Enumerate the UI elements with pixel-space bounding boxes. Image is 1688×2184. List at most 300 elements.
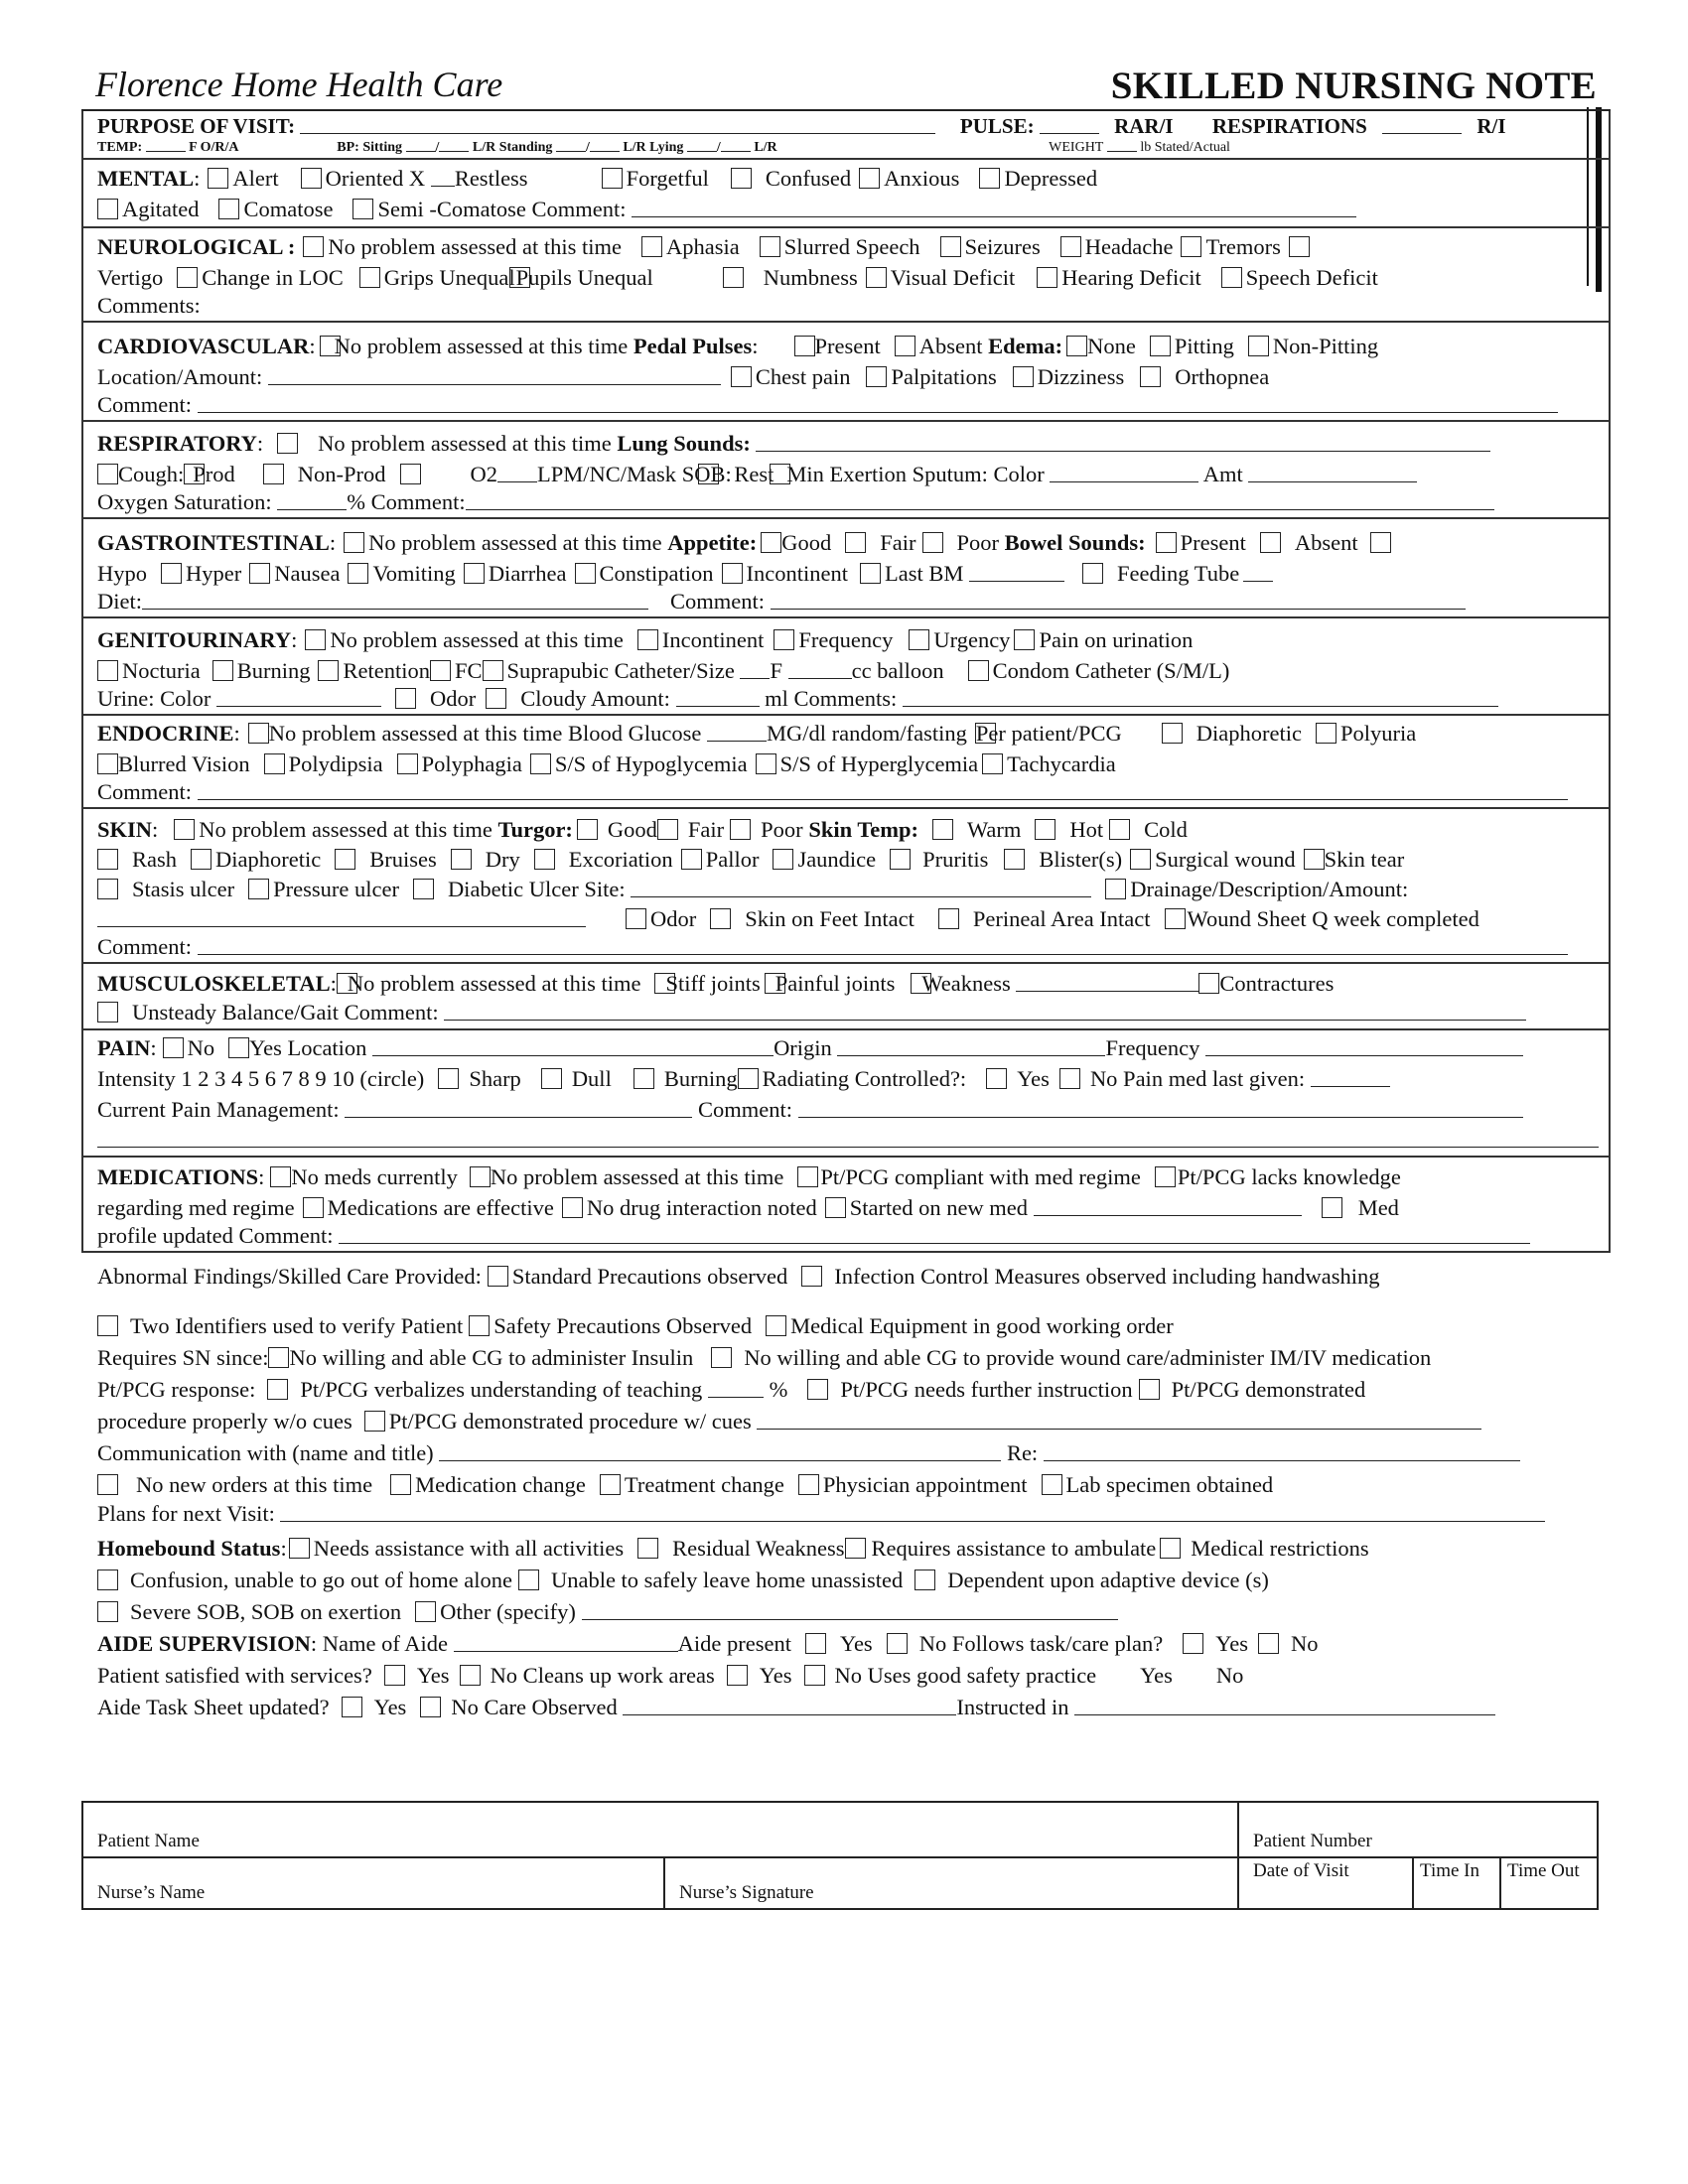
weakness-field[interactable] [1016, 973, 1198, 992]
dull-checkbox[interactable] [541, 1068, 562, 1089]
nurse-name-cell[interactable] [82, 1857, 664, 1909]
speech-checkbox[interactable] [1221, 267, 1242, 288]
surgical-checkbox[interactable] [1130, 849, 1151, 870]
hypergly-checkbox[interactable] [756, 753, 776, 774]
restless-label: Restless [454, 166, 528, 191]
jaundice-checkbox[interactable] [773, 849, 793, 870]
oriented-field[interactable] [431, 168, 455, 187]
pallor-checkbox[interactable] [681, 849, 702, 870]
ambulate-label: Requires assistance to ambulate [871, 1536, 1157, 1561]
drainage-checkbox[interactable] [1105, 879, 1126, 899]
controlled-no-checkbox[interactable] [1059, 1068, 1080, 1089]
new-med-field[interactable] [1034, 1197, 1302, 1216]
amt-label: Amt [1202, 462, 1243, 486]
skin-tear-label: Skin tear [1324, 847, 1405, 872]
aide-present-label: Aide present [677, 1631, 791, 1656]
cough-checkbox[interactable] [97, 464, 118, 484]
urine-color-field[interactable] [216, 688, 381, 707]
other-field[interactable] [582, 1601, 1118, 1620]
turgor-label: Turgor: [497, 817, 573, 842]
bp-lying-field[interactable] [687, 139, 717, 152]
gi-comment-field[interactable] [771, 591, 1466, 610]
treatment-checkbox[interactable] [600, 1474, 621, 1495]
pulse-field[interactable] [1040, 115, 1099, 134]
polydipsia-checkbox[interactable] [264, 753, 285, 774]
hypo-label: Hypo [97, 561, 147, 586]
w-cues-label: Pt/PCG demonstrated procedure w/ cues [388, 1409, 752, 1433]
further-label: Pt/PCG needs further instruction [840, 1377, 1133, 1402]
slurred-checkbox[interactable] [760, 236, 780, 257]
pain-location-field[interactable] [372, 1037, 774, 1056]
pedal-present-checkbox[interactable] [794, 336, 815, 356]
patient-number-cell[interactable] [1238, 1802, 1598, 1857]
gu-section: GENITOURINARY: No problem assessed at this time Incontinent Frequency Urgency Pain on urination Nocturia Burning Retention FC Suprapubic Catheter/Size F cc balloon Condom Catheter (S/M/L) Urine: Color Odor Cloudy Amount: ml Comments: [83, 616, 1609, 714]
bp-lying-field-2[interactable] [721, 139, 751, 152]
severe-sob-label: Severe SOB, SOB on exertion [130, 1599, 402, 1624]
gu-label: GENITOURINARY [97, 627, 292, 652]
w-cues-checkbox[interactable] [364, 1411, 385, 1432]
nocturia-checkbox[interactable] [97, 660, 118, 681]
started-label: Started on new med [849, 1195, 1029, 1220]
urgency-checkbox[interactable] [909, 629, 929, 650]
wound-sheet-checkbox[interactable] [1165, 908, 1186, 929]
equipment-checkbox[interactable] [766, 1315, 786, 1336]
hypogly-checkbox[interactable] [530, 753, 551, 774]
sat-field[interactable] [277, 491, 347, 510]
alert-checkbox[interactable] [208, 168, 228, 189]
warm-label: Warm [967, 817, 1022, 842]
follows-yes-label: Yes [1215, 1631, 1249, 1656]
burning-checkbox[interactable] [212, 660, 233, 681]
pain-frequency-field[interactable] [1205, 1037, 1523, 1056]
stasis-checkbox[interactable] [97, 879, 118, 899]
visual-label: Visual Deficit [890, 265, 1016, 290]
sob-label: SOB: [681, 462, 732, 486]
lacks-checkbox[interactable] [1155, 1166, 1176, 1187]
insulin-checkbox[interactable] [268, 1347, 289, 1368]
aide-name-field[interactable] [454, 1633, 678, 1652]
o2-checkbox[interactable] [400, 464, 421, 484]
hypo-checkbox[interactable] [1370, 532, 1391, 553]
site-field[interactable] [631, 879, 1091, 897]
tachy-checkbox[interactable] [982, 753, 1003, 774]
hyper-checkbox[interactable] [161, 563, 182, 584]
endo-diaph-checkbox[interactable] [1162, 723, 1183, 744]
edema-none-label: None [1087, 334, 1136, 358]
time-out-cell[interactable] [1500, 1857, 1598, 1909]
date-cell[interactable] [1238, 1857, 1413, 1909]
bruises-checkbox[interactable] [335, 849, 355, 870]
lastbm-field[interactable] [969, 563, 1064, 582]
standard-checkbox[interactable] [488, 1266, 508, 1287]
painful-label: Painful joints [774, 971, 896, 996]
medical-restrictions-checkbox[interactable] [1160, 1538, 1181, 1559]
bowel-absent-checkbox[interactable] [1260, 532, 1281, 553]
pct-label: % [769, 1377, 788, 1402]
diabetic-checkbox[interactable] [413, 879, 434, 899]
cleans-no-checkbox[interactable] [804, 1665, 825, 1686]
lung-field[interactable] [756, 433, 1490, 452]
o2-label: O2 [470, 462, 498, 486]
nodrug-checkbox[interactable] [562, 1197, 583, 1218]
drainage-label: Drainage/Description/Amount: [1130, 877, 1409, 901]
semi-comatose-label: Semi -Comatose Comment: [377, 197, 627, 221]
pain-no-checkbox[interactable] [163, 1037, 184, 1058]
meds-comment-field[interactable] [339, 1225, 1530, 1244]
drainage-field[interactable] [97, 908, 586, 927]
weight-field[interactable] [1107, 139, 1137, 152]
gi-no-problem-checkbox[interactable] [344, 532, 364, 553]
resp-no-problem-checkbox[interactable] [277, 433, 298, 454]
nonprod-checkbox[interactable] [263, 464, 284, 484]
polyuria-checkbox[interactable] [1316, 723, 1336, 744]
confusion-checkbox[interactable] [97, 1570, 118, 1590]
appetite-good-checkbox[interactable] [761, 532, 781, 553]
pitting-checkbox[interactable] [1150, 336, 1171, 356]
effective-checkbox[interactable] [303, 1197, 324, 1218]
bp-standing-field-2[interactable] [590, 139, 620, 152]
patient-name-label: Patient Name [97, 1831, 200, 1851]
meds-no-problem-checkbox[interactable] [470, 1166, 491, 1187]
appetite-fair-checkbox[interactable] [845, 532, 866, 553]
sob-rest-checkbox[interactable] [698, 464, 719, 484]
confused-checkbox[interactable] [731, 168, 752, 189]
neuro-no-problem-label: No problem assessed at this time [328, 234, 622, 259]
physician-checkbox[interactable] [798, 1474, 819, 1495]
turgor-poor-checkbox[interactable] [730, 819, 751, 840]
equipment-label: Medical Equipment in good working order [790, 1313, 1174, 1338]
location-field[interactable] [268, 366, 721, 385]
endo-diaph-label: Diaphoretic [1196, 721, 1302, 746]
nocare-field[interactable] [623, 1697, 956, 1715]
current-pain-field[interactable] [345, 1099, 692, 1118]
controlled-yes-checkbox[interactable] [986, 1068, 1007, 1089]
urine-odor-checkbox[interactable] [395, 688, 416, 709]
visual-checkbox[interactable] [866, 267, 887, 288]
purpose-label: PURPOSE OF VISIT: [97, 114, 296, 138]
safety-checkbox[interactable] [469, 1315, 490, 1336]
temp-label: TEMP: [97, 140, 143, 155]
instructed-label: Instructed in [956, 1695, 1069, 1719]
nomeds-checkbox[interactable] [270, 1166, 291, 1187]
skin-comment-label: Comment: [97, 934, 192, 959]
gi-incontinent-checkbox[interactable] [722, 563, 743, 584]
comatose-checkbox[interactable] [218, 199, 239, 219]
feeding-checkbox[interactable] [1082, 563, 1103, 584]
aide-present-yes-checkbox[interactable] [805, 1633, 826, 1654]
cloudy-checkbox[interactable] [486, 688, 506, 709]
hot-checkbox[interactable] [1035, 819, 1055, 840]
bp-sitting-field[interactable] [406, 139, 436, 152]
turgor-good-checkbox[interactable] [577, 819, 598, 840]
glucose-field[interactable] [707, 723, 767, 742]
pain-med-label: No Pain med last given: [1089, 1066, 1306, 1091]
retention-checkbox[interactable] [318, 660, 339, 681]
neuro-no-problem-checkbox[interactable] [303, 236, 324, 257]
depressed-checkbox[interactable] [979, 168, 1000, 189]
residual-checkbox[interactable] [637, 1538, 658, 1559]
pupils-label: Pupils Unequal [515, 265, 653, 290]
pain-comment-field[interactable] [798, 1099, 1523, 1118]
plans-field[interactable] [280, 1503, 1545, 1522]
diabetic-label: Diabetic Ulcer [447, 877, 579, 901]
prod-label: Prod [193, 462, 235, 486]
gu-incontinent-checkbox[interactable] [637, 629, 658, 650]
re-field[interactable] [1044, 1442, 1520, 1461]
instructed-field[interactable] [1074, 1697, 1495, 1715]
tachy-label: Tachycardia [1007, 751, 1116, 776]
skin-diaph-checkbox[interactable] [191, 849, 211, 870]
fc-checkbox[interactable] [430, 660, 451, 681]
bp-sitting-field-2[interactable] [439, 139, 469, 152]
musc-comment-field[interactable] [444, 1002, 1526, 1021]
diet-field[interactable] [142, 591, 648, 610]
skin-no-problem-label: No problem assessed at this time [199, 817, 492, 842]
gu-no-problem-label: No problem assessed at this time [330, 627, 624, 652]
resp-comment-field[interactable] [466, 491, 1494, 510]
pain-yes-checkbox[interactable] [228, 1037, 249, 1058]
needs-label: Needs assistance with all activities [313, 1536, 625, 1561]
regarding-label: regarding med regime [97, 1195, 295, 1220]
medchange-checkbox[interactable] [390, 1474, 411, 1495]
gi-section: GASTROINTESTINAL: No problem assessed at this time Appetite: Good Fair Poor Bowel Sounds: Present Absent Hypo Hyper Nausea Vomiting Diarrhea Constipation Incontinent Last BM Feeding Tube Diet: Comment: [83, 517, 1609, 616]
bp-standing-field[interactable] [556, 139, 586, 152]
time-in-cell[interactable] [1413, 1857, 1500, 1909]
pain-section: PAIN: No Yes Location Origin Frequency Intensity 1 2 3 4 5 6 7 8 9 10 (circle) Sharp Dull Burning Radiating Controlled?: Yes No Pain med last given: Current Pain Management: Comment: [83, 1028, 1609, 1156]
bowel-absent-label: Absent [1294, 530, 1358, 555]
verbalizes-checkbox[interactable] [267, 1379, 288, 1400]
unsteady-label: Unsteady Balance/Gait Comment: [132, 1000, 439, 1024]
blurred-checkbox[interactable] [97, 753, 118, 774]
aphasia-checkbox[interactable] [641, 236, 662, 257]
skin-odor-checkbox[interactable] [626, 908, 646, 929]
skin-tear-checkbox[interactable] [1304, 849, 1325, 870]
lab-checkbox[interactable] [1042, 1474, 1062, 1495]
gu-comment-field[interactable] [903, 688, 1498, 707]
satisfied-yes-checkbox[interactable] [384, 1665, 405, 1686]
lr-lying-label: L/R Lying [623, 140, 684, 155]
pruritis-checkbox[interactable] [890, 849, 911, 870]
two-id-checkbox[interactable] [97, 1315, 118, 1336]
bowel-present-checkbox[interactable] [1156, 532, 1177, 553]
started-checkbox[interactable] [825, 1197, 846, 1218]
pain-no-label: No [187, 1035, 215, 1060]
palp-label: Palpitations [891, 364, 997, 389]
cold-checkbox[interactable] [1109, 819, 1130, 840]
follows-yes-checkbox[interactable] [1183, 1633, 1203, 1654]
headache-checkbox[interactable] [1060, 236, 1081, 257]
numbness-checkbox[interactable] [723, 267, 744, 288]
wound-care-checkbox[interactable] [711, 1347, 732, 1368]
endo-comment-field[interactable] [198, 781, 1568, 800]
infection-label: Infection Control Measures observed including handwashing [834, 1264, 1380, 1289]
resp-label: RESPIRATORY [97, 431, 257, 456]
pain-burning-checkbox[interactable] [633, 1068, 654, 1089]
warm-checkbox[interactable] [932, 819, 953, 840]
loc-checkbox[interactable] [177, 267, 198, 288]
endo-label: ENDOCRINE [97, 721, 234, 746]
hearing-checkbox[interactable] [1037, 267, 1057, 288]
turgor-good-label: Good [607, 817, 657, 842]
o2-field[interactable] [497, 464, 537, 482]
cleans-yes-label: Yes [759, 1663, 792, 1688]
safety-label: Safety Precautions Observed [493, 1313, 753, 1338]
mental-comment-field[interactable] [632, 199, 1356, 217]
orthopnea-checkbox[interactable] [1140, 366, 1161, 387]
feeding-label: Feeding Tube [1117, 561, 1240, 586]
demonstrated-checkbox[interactable] [1139, 1379, 1160, 1400]
fora-label: F O/R/A [189, 140, 238, 155]
numbness-label: Numbness [763, 265, 858, 290]
rash-checkbox[interactable] [97, 849, 118, 870]
agitated-label: Agitated [122, 197, 200, 221]
uses-yes-label: Yes [1140, 1663, 1173, 1688]
dependent-checkbox[interactable] [914, 1570, 935, 1590]
endo-no-problem-label: No problem assessed at this time Blood Glucose [268, 721, 702, 746]
appetite-poor-checkbox[interactable] [922, 532, 943, 553]
condom-checkbox[interactable] [968, 660, 989, 681]
amt-field[interactable] [1248, 464, 1417, 482]
site-label: Site: [584, 877, 626, 901]
perineal-checkbox[interactable] [938, 908, 959, 929]
nurse-signature-cell[interactable] [664, 1857, 1238, 1909]
sputum-color-field[interactable] [1050, 464, 1198, 482]
balloon-field[interactable] [788, 660, 852, 679]
forgetful-checkbox[interactable] [602, 168, 623, 189]
suprapubic-checkbox[interactable] [483, 660, 503, 681]
surgical-label: Surgical wound [1155, 847, 1296, 872]
gu-no-problem-checkbox[interactable] [305, 629, 326, 650]
pain-med-field[interactable] [1311, 1068, 1390, 1087]
pain-urination-checkbox[interactable] [1014, 629, 1035, 650]
frequency-label: Frequency [798, 627, 894, 652]
temp-field[interactable] [146, 139, 186, 152]
lb-label: lb Stated/Actual [1140, 140, 1230, 155]
further-checkbox[interactable] [807, 1379, 828, 1400]
skin-label: SKIN [97, 817, 153, 842]
grips-checkbox[interactable] [359, 267, 380, 288]
urine-amount-field[interactable] [676, 688, 760, 707]
tremors-checkbox[interactable] [1181, 236, 1201, 257]
edema-none-checkbox[interactable] [1066, 336, 1087, 356]
condom-label: Condom Catheter (S/M/L) [992, 658, 1230, 683]
endo-no-problem-checkbox[interactable] [248, 723, 269, 744]
compliant-checkbox[interactable] [797, 1166, 818, 1187]
ri-label: R/I [1477, 114, 1506, 138]
lab-label: Lab specimen obtained [1065, 1472, 1274, 1497]
satisfied-no-checkbox[interactable] [460, 1665, 481, 1686]
profile-checkbox[interactable] [1322, 1197, 1342, 1218]
location-label: Location/Amount: [97, 364, 263, 389]
feet-checkbox[interactable] [710, 908, 731, 929]
skin-no-problem-checkbox[interactable] [174, 819, 195, 840]
constipation-checkbox[interactable] [575, 563, 596, 584]
patient-name-cell[interactable] [82, 1802, 1238, 1857]
agitated-checkbox[interactable] [97, 199, 118, 219]
pedal-absent-checkbox[interactable] [895, 336, 915, 356]
radiating-checkbox[interactable] [738, 1068, 759, 1089]
polyphagia-checkbox[interactable] [397, 753, 418, 774]
standard-label: Standard Precautions observed [511, 1264, 788, 1289]
unsteady-checkbox[interactable] [97, 1002, 118, 1023]
severe-sob-checkbox[interactable] [97, 1601, 118, 1622]
med-label: Med [1357, 1195, 1399, 1220]
satisfied-yes-label: Yes [416, 1663, 450, 1688]
comm-field[interactable] [439, 1442, 1001, 1461]
seizures-checkbox[interactable] [940, 236, 961, 257]
needs-checkbox[interactable] [289, 1538, 310, 1559]
dizzy-checkbox[interactable] [1013, 366, 1034, 387]
infection-checkbox[interactable] [801, 1266, 822, 1287]
follows-no-label: No [1291, 1631, 1319, 1656]
org-name: Florence Home Health Care [95, 65, 503, 104]
resp-field[interactable] [1382, 115, 1462, 134]
noorders-checkbox[interactable] [97, 1474, 118, 1495]
pulse-label: PULSE: [959, 114, 1035, 138]
blister-checkbox[interactable] [1004, 849, 1025, 870]
hypogly-label: S/S of Hypoglycemia [554, 751, 748, 776]
unable-checkbox[interactable] [518, 1570, 539, 1590]
nausea-checkbox[interactable] [249, 563, 270, 584]
cardio-comment-field[interactable] [198, 394, 1558, 413]
sharp-checkbox[interactable] [438, 1068, 459, 1089]
cleans-yes-checkbox[interactable] [727, 1665, 748, 1686]
feeding-field[interactable] [1243, 563, 1273, 582]
vomiting-checkbox[interactable] [348, 563, 368, 584]
tasksheet-no-checkbox[interactable] [420, 1697, 441, 1717]
time-in-label: Time In [1420, 1860, 1480, 1881]
semi-comatose-checkbox[interactable] [352, 199, 373, 219]
anxious-checkbox[interactable] [859, 168, 880, 189]
blurred-label: Blurred Vision [118, 751, 250, 776]
aide-present-no-checkbox[interactable] [887, 1633, 908, 1654]
depressed-label: Depressed [1004, 166, 1098, 191]
origin-field[interactable] [837, 1037, 1105, 1056]
f-label: F [770, 658, 782, 683]
excoriation-checkbox[interactable] [534, 849, 555, 870]
palp-checkbox[interactable] [866, 366, 887, 387]
nonpitting-checkbox[interactable] [1248, 336, 1269, 356]
cues-field[interactable] [757, 1411, 1481, 1430]
teaching-pct-field[interactable] [708, 1379, 764, 1398]
dry-checkbox[interactable] [451, 849, 472, 870]
purpose-field[interactable] [300, 115, 935, 134]
diarrhea-checkbox[interactable] [464, 563, 485, 584]
other-checkbox[interactable] [415, 1601, 436, 1622]
ambulate-checkbox[interactable] [845, 1538, 866, 1559]
lastbm-checkbox[interactable] [860, 563, 881, 584]
oriented-checkbox[interactable] [301, 168, 322, 189]
frequency-checkbox[interactable] [774, 629, 794, 650]
pain-location-label: Yes Location [249, 1035, 367, 1060]
tasksheet-yes-checkbox[interactable] [342, 1697, 362, 1717]
uses-label: No Uses good safety practice [834, 1663, 1097, 1688]
turgor-fair-checkbox[interactable] [657, 819, 678, 840]
uses-no-label: No [1215, 1663, 1244, 1688]
follows-no-checkbox[interactable] [1258, 1633, 1279, 1654]
pain-extra-line[interactable] [97, 1125, 1599, 1148]
contractures-checkbox[interactable] [1198, 973, 1219, 994]
skin-comment-field[interactable] [198, 936, 1568, 955]
slash: / [716, 140, 721, 155]
verbalizes-label: Pt/PCG verbalizes understanding of teaching [300, 1377, 703, 1402]
chest-checkbox[interactable] [731, 366, 752, 387]
dependent-label: Dependent upon adaptive device (s) [947, 1568, 1269, 1592]
catheter-size-field[interactable] [740, 660, 770, 679]
hyper-label: Hyper [186, 561, 242, 586]
vertigo-checkbox[interactable] [1289, 236, 1310, 257]
pressure-checkbox[interactable] [248, 879, 269, 899]
